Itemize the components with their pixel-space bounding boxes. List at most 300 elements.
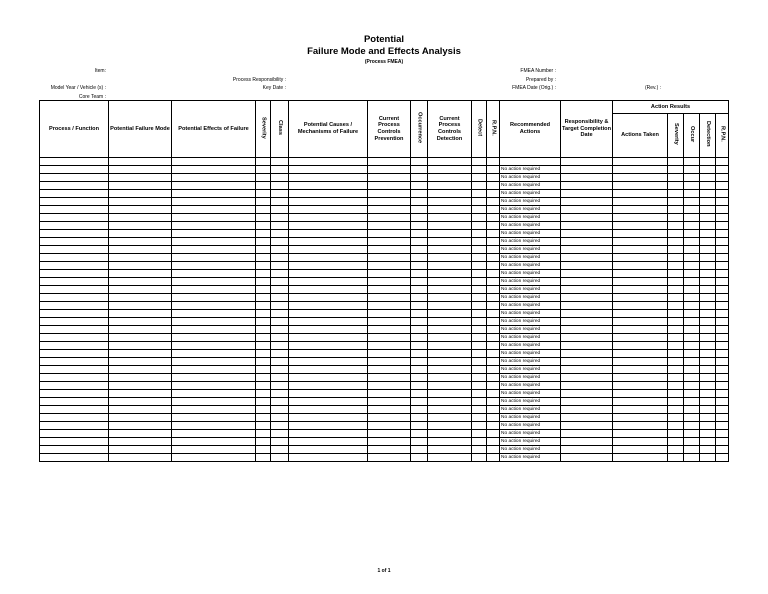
form-cell[interactable] xyxy=(700,365,716,373)
form-cell[interactable] xyxy=(487,197,500,205)
form-cell[interactable] xyxy=(109,445,172,453)
recommended-action-cell[interactable]: No action required xyxy=(500,445,561,453)
form-cell[interactable] xyxy=(271,357,289,365)
form-cell[interactable] xyxy=(289,389,368,397)
recommended-action-cell[interactable]: No action required xyxy=(500,293,561,301)
form-cell[interactable] xyxy=(561,213,613,221)
form-cell[interactable] xyxy=(428,301,472,309)
recommended-action-cell[interactable]: No action required xyxy=(500,205,561,213)
form-cell[interactable] xyxy=(487,421,500,429)
form-cell[interactable] xyxy=(613,437,668,445)
recommended-action-cell[interactable]: No action required xyxy=(500,357,561,365)
form-cell[interactable] xyxy=(613,309,668,317)
form-cell[interactable] xyxy=(172,165,256,173)
form-cell[interactable] xyxy=(109,221,172,229)
form-cell[interactable] xyxy=(289,373,368,381)
form-cell[interactable] xyxy=(172,205,256,213)
form-cell[interactable] xyxy=(613,405,668,413)
form-cell[interactable] xyxy=(411,325,428,333)
form-cell[interactable] xyxy=(368,293,411,301)
form-cell[interactable] xyxy=(700,453,716,461)
form-cell[interactable] xyxy=(684,437,700,445)
form-cell[interactable] xyxy=(289,221,368,229)
form-cell[interactable] xyxy=(428,229,472,237)
form-cell[interactable] xyxy=(561,333,613,341)
form-cell[interactable] xyxy=(109,237,172,245)
form-cell[interactable] xyxy=(271,205,289,213)
form-cell[interactable] xyxy=(700,197,716,205)
form-cell[interactable] xyxy=(172,269,256,277)
form-cell[interactable] xyxy=(256,413,271,421)
form-cell[interactable] xyxy=(40,381,109,389)
form-cell[interactable] xyxy=(411,357,428,365)
form-cell[interactable] xyxy=(487,437,500,445)
form-cell[interactable] xyxy=(271,213,289,221)
recommended-action-cell[interactable]: No action required xyxy=(500,373,561,381)
form-cell[interactable] xyxy=(668,341,684,349)
form-cell[interactable] xyxy=(668,173,684,181)
form-cell[interactable] xyxy=(684,309,700,317)
form-cell[interactable] xyxy=(109,277,172,285)
form-cell[interactable] xyxy=(256,165,271,173)
form-cell[interactable] xyxy=(271,373,289,381)
form-cell[interactable] xyxy=(428,293,472,301)
form-cell[interactable] xyxy=(109,269,172,277)
recommended-action-cell[interactable]: No action required xyxy=(500,453,561,461)
form-cell[interactable] xyxy=(40,413,109,421)
form-cell[interactable] xyxy=(368,197,411,205)
form-cell[interactable] xyxy=(256,349,271,357)
form-cell[interactable] xyxy=(472,421,487,429)
recommended-action-cell[interactable]: No action required xyxy=(500,181,561,189)
form-cell[interactable] xyxy=(716,221,729,229)
form-cell[interactable] xyxy=(668,301,684,309)
form-cell[interactable] xyxy=(172,277,256,285)
form-cell[interactable] xyxy=(700,333,716,341)
form-cell[interactable] xyxy=(109,397,172,405)
form-cell[interactable] xyxy=(40,373,109,381)
form-cell[interactable] xyxy=(700,437,716,445)
form-cell[interactable] xyxy=(472,333,487,341)
form-cell[interactable] xyxy=(487,158,500,166)
form-cell[interactable] xyxy=(684,285,700,293)
form-cell[interactable] xyxy=(487,181,500,189)
form-cell[interactable] xyxy=(411,429,428,437)
form-cell[interactable] xyxy=(368,253,411,261)
form-cell[interactable] xyxy=(684,421,700,429)
form-cell[interactable] xyxy=(668,437,684,445)
form-cell[interactable] xyxy=(368,189,411,197)
recommended-action-cell[interactable]: No action required xyxy=(500,269,561,277)
form-cell[interactable] xyxy=(368,165,411,173)
form-cell[interactable] xyxy=(716,189,729,197)
form-cell[interactable] xyxy=(684,277,700,285)
form-cell[interactable] xyxy=(368,325,411,333)
form-cell[interactable] xyxy=(613,205,668,213)
recommended-action-cell[interactable]: No action required xyxy=(500,333,561,341)
recommended-action-cell[interactable]: No action required xyxy=(500,309,561,317)
form-cell[interactable] xyxy=(472,309,487,317)
form-cell[interactable] xyxy=(561,229,613,237)
form-cell[interactable] xyxy=(172,325,256,333)
form-cell[interactable] xyxy=(487,221,500,229)
form-cell[interactable] xyxy=(109,341,172,349)
form-cell[interactable] xyxy=(40,205,109,213)
form-cell[interactable] xyxy=(289,341,368,349)
form-cell[interactable] xyxy=(256,158,271,166)
form-cell[interactable] xyxy=(700,309,716,317)
form-cell[interactable] xyxy=(487,245,500,253)
form-cell[interactable] xyxy=(368,341,411,349)
form-cell[interactable] xyxy=(613,349,668,357)
form-cell[interactable] xyxy=(289,453,368,461)
form-cell[interactable] xyxy=(561,285,613,293)
recommended-action-cell[interactable]: No action required xyxy=(500,189,561,197)
form-cell[interactable] xyxy=(561,158,613,166)
form-cell[interactable] xyxy=(411,253,428,261)
form-cell[interactable] xyxy=(668,333,684,341)
form-cell[interactable] xyxy=(613,397,668,405)
form-cell[interactable] xyxy=(411,397,428,405)
form-cell[interactable] xyxy=(700,413,716,421)
form-cell[interactable] xyxy=(472,389,487,397)
form-cell[interactable] xyxy=(428,165,472,173)
form-cell[interactable] xyxy=(271,189,289,197)
recommended-action-cell[interactable]: No action required xyxy=(500,421,561,429)
form-cell[interactable] xyxy=(256,397,271,405)
form-cell[interactable] xyxy=(716,277,729,285)
form-cell[interactable] xyxy=(40,173,109,181)
form-cell[interactable] xyxy=(411,341,428,349)
form-cell[interactable] xyxy=(40,213,109,221)
form-cell[interactable] xyxy=(684,158,700,166)
form-cell[interactable] xyxy=(668,349,684,357)
form-cell[interactable] xyxy=(700,165,716,173)
form-cell[interactable] xyxy=(411,229,428,237)
form-cell[interactable] xyxy=(487,405,500,413)
form-cell[interactable] xyxy=(716,373,729,381)
form-cell[interactable] xyxy=(613,197,668,205)
form-cell[interactable] xyxy=(368,453,411,461)
form-cell[interactable] xyxy=(289,437,368,445)
form-cell[interactable] xyxy=(428,189,472,197)
form-cell[interactable] xyxy=(109,293,172,301)
form-cell[interactable] xyxy=(289,229,368,237)
form-cell[interactable] xyxy=(271,317,289,325)
form-cell[interactable] xyxy=(256,197,271,205)
form-cell[interactable] xyxy=(561,309,613,317)
form-cell[interactable] xyxy=(472,397,487,405)
form-cell[interactable] xyxy=(472,245,487,253)
form-cell[interactable] xyxy=(716,229,729,237)
form-cell[interactable] xyxy=(561,341,613,349)
form-cell[interactable] xyxy=(684,221,700,229)
form-cell[interactable] xyxy=(700,405,716,413)
recommended-action-cell[interactable]: No action required xyxy=(500,229,561,237)
form-cell[interactable] xyxy=(256,381,271,389)
form-cell[interactable] xyxy=(487,261,500,269)
form-cell[interactable] xyxy=(684,205,700,213)
form-cell[interactable] xyxy=(40,285,109,293)
form-cell[interactable] xyxy=(684,301,700,309)
form-cell[interactable] xyxy=(109,181,172,189)
form-cell[interactable] xyxy=(109,285,172,293)
form-cell[interactable] xyxy=(172,221,256,229)
form-cell[interactable] xyxy=(368,389,411,397)
form-cell[interactable] xyxy=(613,245,668,253)
form-cell[interactable] xyxy=(472,373,487,381)
form-cell[interactable] xyxy=(428,213,472,221)
form-cell[interactable] xyxy=(472,285,487,293)
form-cell[interactable] xyxy=(716,261,729,269)
form-cell[interactable] xyxy=(428,325,472,333)
form-cell[interactable] xyxy=(172,245,256,253)
form-cell[interactable] xyxy=(368,397,411,405)
form-cell[interactable] xyxy=(109,453,172,461)
form-cell[interactable] xyxy=(289,261,368,269)
form-cell[interactable] xyxy=(172,357,256,365)
form-cell[interactable] xyxy=(684,453,700,461)
form-cell[interactable] xyxy=(613,445,668,453)
form-cell[interactable] xyxy=(487,301,500,309)
form-cell[interactable] xyxy=(256,277,271,285)
form-cell[interactable] xyxy=(684,181,700,189)
form-cell[interactable] xyxy=(428,413,472,421)
form-cell[interactable] xyxy=(289,285,368,293)
form-cell[interactable] xyxy=(271,173,289,181)
form-cell[interactable] xyxy=(700,293,716,301)
form-cell[interactable] xyxy=(271,253,289,261)
form-cell[interactable] xyxy=(271,261,289,269)
form-cell[interactable] xyxy=(428,429,472,437)
form-cell[interactable] xyxy=(40,333,109,341)
form-cell[interactable] xyxy=(716,245,729,253)
form-cell[interactable] xyxy=(700,301,716,309)
form-cell[interactable] xyxy=(411,413,428,421)
form-cell[interactable] xyxy=(411,293,428,301)
form-cell[interactable] xyxy=(271,158,289,166)
form-cell[interactable] xyxy=(172,229,256,237)
form-cell[interactable] xyxy=(411,381,428,389)
form-cell[interactable] xyxy=(613,325,668,333)
form-cell[interactable] xyxy=(668,181,684,189)
form-cell[interactable] xyxy=(368,413,411,421)
form-cell[interactable] xyxy=(411,421,428,429)
form-cell[interactable] xyxy=(487,165,500,173)
form-cell[interactable] xyxy=(428,357,472,365)
recommended-action-cell[interactable]: No action required xyxy=(500,413,561,421)
form-cell[interactable] xyxy=(289,445,368,453)
form-cell[interactable] xyxy=(411,189,428,197)
form-cell[interactable] xyxy=(561,413,613,421)
form-cell[interactable] xyxy=(271,325,289,333)
form-cell[interactable] xyxy=(668,237,684,245)
form-cell[interactable] xyxy=(109,189,172,197)
form-cell[interactable] xyxy=(411,237,428,245)
form-cell[interactable] xyxy=(428,285,472,293)
form-cell[interactable] xyxy=(40,437,109,445)
form-cell[interactable] xyxy=(684,389,700,397)
form-cell[interactable] xyxy=(668,421,684,429)
form-cell[interactable] xyxy=(472,341,487,349)
form-cell[interactable] xyxy=(172,261,256,269)
form-cell[interactable] xyxy=(172,365,256,373)
form-cell[interactable] xyxy=(40,237,109,245)
form-cell[interactable] xyxy=(716,429,729,437)
form-cell[interactable] xyxy=(172,309,256,317)
recommended-action-cell[interactable]: No action required xyxy=(500,317,561,325)
form-cell[interactable] xyxy=(428,205,472,213)
form-cell[interactable] xyxy=(684,405,700,413)
form-cell[interactable] xyxy=(613,237,668,245)
form-cell[interactable] xyxy=(716,357,729,365)
form-cell[interactable] xyxy=(40,197,109,205)
form-cell[interactable] xyxy=(289,317,368,325)
form-cell[interactable] xyxy=(368,213,411,221)
form-cell[interactable] xyxy=(109,261,172,269)
form-cell[interactable] xyxy=(668,381,684,389)
form-cell[interactable] xyxy=(613,189,668,197)
form-cell[interactable] xyxy=(40,453,109,461)
form-cell[interactable] xyxy=(613,181,668,189)
form-cell[interactable] xyxy=(472,165,487,173)
form-cell[interactable] xyxy=(700,373,716,381)
form-cell[interactable] xyxy=(613,421,668,429)
form-cell[interactable] xyxy=(700,261,716,269)
form-cell[interactable] xyxy=(561,429,613,437)
form-cell[interactable] xyxy=(613,317,668,325)
form-cell[interactable] xyxy=(472,437,487,445)
recommended-action-cell[interactable]: No action required xyxy=(500,389,561,397)
form-cell[interactable] xyxy=(289,269,368,277)
form-cell[interactable] xyxy=(716,317,729,325)
recommended-action-cell[interactable] xyxy=(500,158,561,166)
form-cell[interactable] xyxy=(716,181,729,189)
form-cell[interactable] xyxy=(613,229,668,237)
form-cell[interactable] xyxy=(411,445,428,453)
recommended-action-cell[interactable]: No action required xyxy=(500,397,561,405)
form-cell[interactable] xyxy=(411,301,428,309)
form-cell[interactable] xyxy=(716,333,729,341)
form-cell[interactable] xyxy=(40,405,109,413)
form-cell[interactable] xyxy=(271,293,289,301)
form-cell[interactable] xyxy=(613,173,668,181)
form-cell[interactable] xyxy=(700,245,716,253)
form-cell[interactable] xyxy=(411,285,428,293)
form-cell[interactable] xyxy=(109,413,172,421)
form-cell[interactable] xyxy=(256,405,271,413)
form-cell[interactable] xyxy=(411,365,428,373)
form-cell[interactable] xyxy=(700,173,716,181)
form-cell[interactable] xyxy=(256,445,271,453)
form-cell[interactable] xyxy=(700,205,716,213)
form-cell[interactable] xyxy=(487,189,500,197)
form-cell[interactable] xyxy=(40,421,109,429)
form-cell[interactable] xyxy=(668,269,684,277)
form-cell[interactable] xyxy=(472,381,487,389)
form-cell[interactable] xyxy=(172,421,256,429)
form-cell[interactable] xyxy=(109,197,172,205)
form-cell[interactable] xyxy=(256,453,271,461)
form-cell[interactable] xyxy=(561,245,613,253)
recommended-action-cell[interactable]: No action required xyxy=(500,197,561,205)
form-cell[interactable] xyxy=(700,285,716,293)
form-cell[interactable] xyxy=(368,173,411,181)
recommended-action-cell[interactable]: No action required xyxy=(500,349,561,357)
form-cell[interactable] xyxy=(684,381,700,389)
form-cell[interactable] xyxy=(472,237,487,245)
form-cell[interactable] xyxy=(289,173,368,181)
form-cell[interactable] xyxy=(256,365,271,373)
form-cell[interactable] xyxy=(256,245,271,253)
form-cell[interactable] xyxy=(613,269,668,277)
form-cell[interactable] xyxy=(716,269,729,277)
form-cell[interactable] xyxy=(684,373,700,381)
form-cell[interactable] xyxy=(271,221,289,229)
form-cell[interactable] xyxy=(472,325,487,333)
recommended-action-cell[interactable]: No action required xyxy=(500,165,561,173)
form-cell[interactable] xyxy=(716,197,729,205)
form-cell[interactable] xyxy=(368,357,411,365)
recommended-action-cell[interactable]: No action required xyxy=(500,173,561,181)
form-cell[interactable] xyxy=(700,357,716,365)
form-cell[interactable] xyxy=(368,181,411,189)
form-cell[interactable] xyxy=(289,245,368,253)
form-cell[interactable] xyxy=(472,253,487,261)
form-cell[interactable] xyxy=(472,277,487,285)
form-cell[interactable] xyxy=(613,365,668,373)
form-cell[interactable] xyxy=(256,357,271,365)
form-cell[interactable] xyxy=(487,453,500,461)
form-cell[interactable] xyxy=(428,158,472,166)
form-cell[interactable] xyxy=(271,341,289,349)
form-cell[interactable] xyxy=(684,325,700,333)
form-cell[interactable] xyxy=(40,158,109,166)
form-cell[interactable] xyxy=(684,245,700,253)
form-cell[interactable] xyxy=(289,349,368,357)
form-cell[interactable] xyxy=(172,413,256,421)
form-cell[interactable] xyxy=(700,181,716,189)
form-cell[interactable] xyxy=(668,445,684,453)
form-cell[interactable] xyxy=(613,165,668,173)
form-cell[interactable] xyxy=(289,301,368,309)
form-cell[interactable] xyxy=(109,421,172,429)
form-cell[interactable] xyxy=(368,158,411,166)
form-cell[interactable] xyxy=(289,405,368,413)
form-cell[interactable] xyxy=(271,269,289,277)
form-cell[interactable] xyxy=(289,205,368,213)
form-cell[interactable] xyxy=(613,357,668,365)
form-cell[interactable] xyxy=(487,237,500,245)
form-cell[interactable] xyxy=(172,253,256,261)
recommended-action-cell[interactable]: No action required xyxy=(500,341,561,349)
form-cell[interactable] xyxy=(472,429,487,437)
form-cell[interactable] xyxy=(613,389,668,397)
form-cell[interactable] xyxy=(411,317,428,325)
form-cell[interactable] xyxy=(256,301,271,309)
form-cell[interactable] xyxy=(256,373,271,381)
form-cell[interactable] xyxy=(487,381,500,389)
form-cell[interactable] xyxy=(613,158,668,166)
form-cell[interactable] xyxy=(289,357,368,365)
form-cell[interactable] xyxy=(271,349,289,357)
form-cell[interactable] xyxy=(271,237,289,245)
form-cell[interactable] xyxy=(271,381,289,389)
form-cell[interactable] xyxy=(256,229,271,237)
form-cell[interactable] xyxy=(472,221,487,229)
form-cell[interactable] xyxy=(716,381,729,389)
form-cell[interactable] xyxy=(561,205,613,213)
